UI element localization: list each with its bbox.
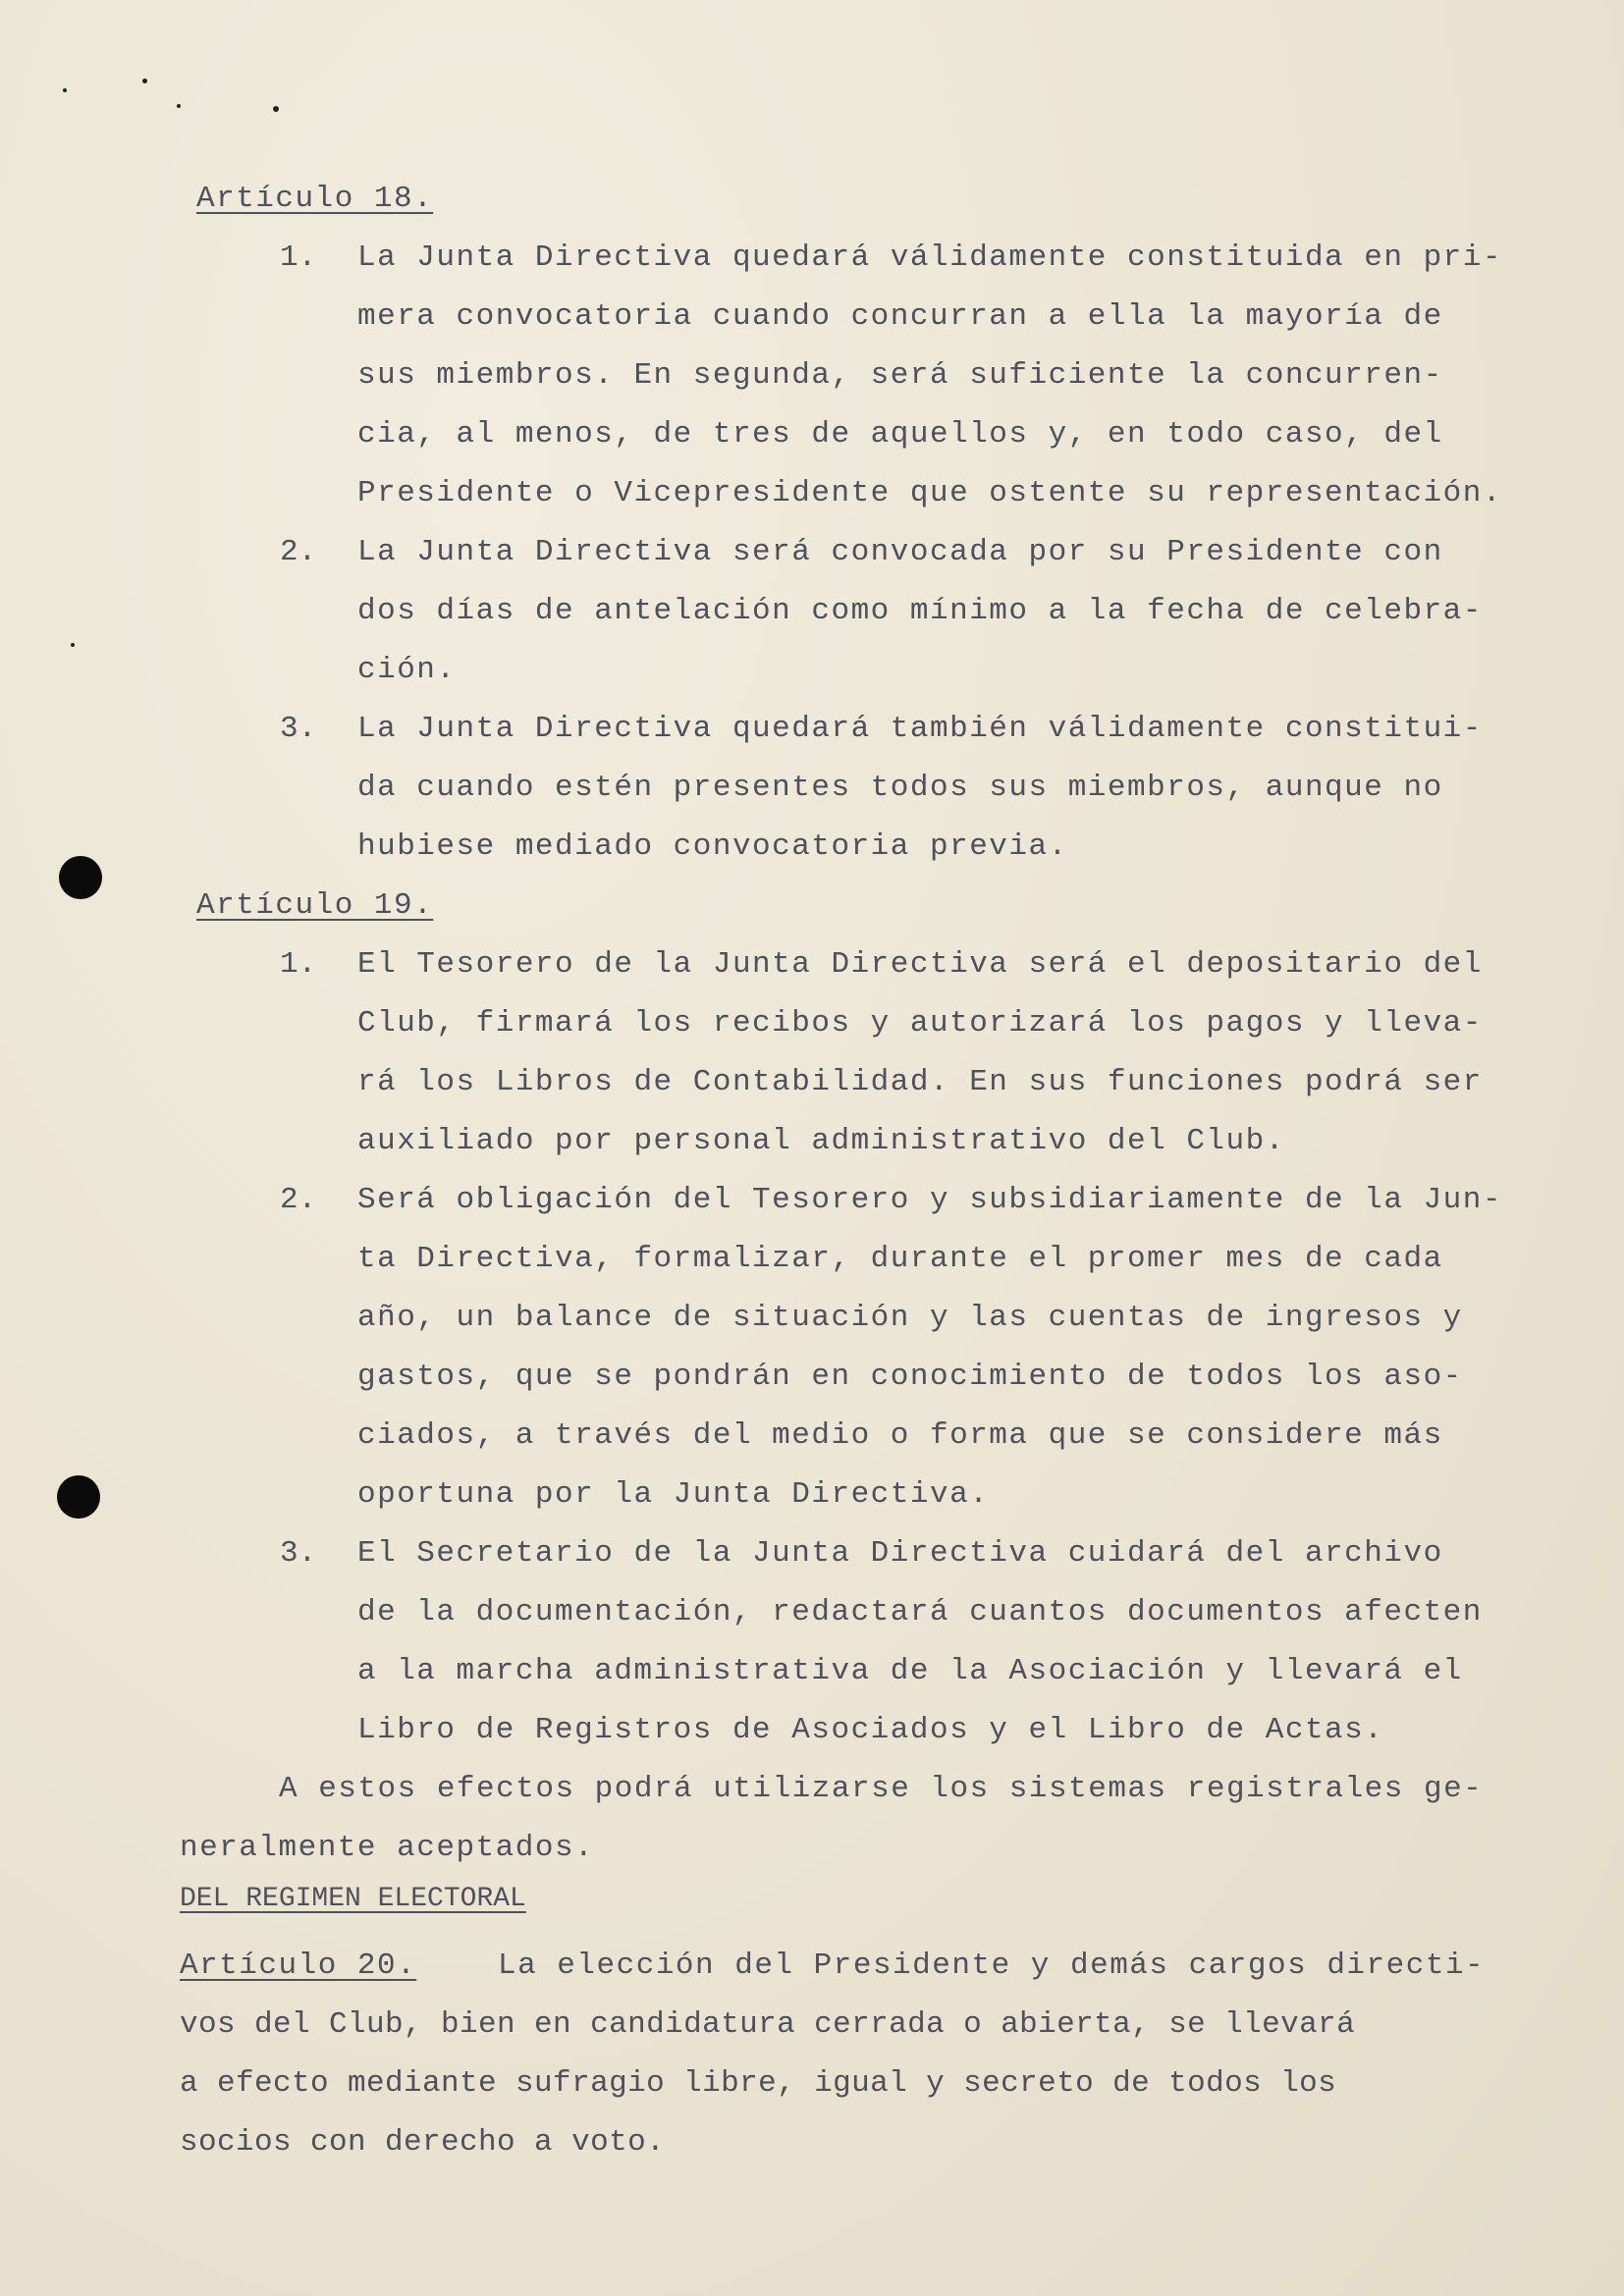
article-20-line: a efecto mediante sufragio libre, igual y secreto de todos los xyxy=(180,2066,1337,2101)
article-20-line: socios con derecho a voto. xyxy=(180,2125,666,2160)
article-20-heading: Artículo 20. xyxy=(180,1949,417,1983)
item-number: 1. xyxy=(280,240,317,275)
article-19-3-line: El Secretario de la Junta Directiva cuidará del archivo xyxy=(357,1536,1443,1571)
article-18-2-line: ción. xyxy=(357,653,457,687)
article-18-1-line: Presidente o Vicepresidente que ostente su representación. xyxy=(357,476,1502,510)
article-18-1-line: mera convocatoria cuando concurran a ella la mayoría de xyxy=(357,299,1443,334)
ink-speck xyxy=(273,106,279,112)
article-18-3-line: da cuando estén presentes todos sus miembros, aunque no xyxy=(357,771,1443,805)
article-18-2-line: La Junta Directiva será convocada por su Presidente con xyxy=(357,535,1443,569)
article-18-3-line: hubiese mediado convocatoria previa. xyxy=(357,829,1068,864)
article-19-closing-line: A estos efectos podrá utilizarse los sistemas registrales ge- xyxy=(279,1772,1484,1806)
punch-hole-bottom xyxy=(57,1475,100,1519)
article-19-2-line: ciados, a través del medio o forma que se considere más xyxy=(357,1418,1443,1453)
article-19-2-line: gastos, que se pondrán en conocimiento de todos los aso- xyxy=(357,1360,1463,1394)
article-18-2-line: dos días de antelación como mínimo a la fecha de celebra- xyxy=(357,594,1483,628)
article-19-1-line: rá los Libros de Contabilidad. En sus funciones podrá ser xyxy=(357,1065,1483,1099)
article-19-3-line: de la documentación, redactará cuantos documentos afecten xyxy=(357,1595,1483,1629)
punch-hole-top xyxy=(59,856,102,899)
article-19-2-line: oportuna por la Junta Directiva. xyxy=(357,1477,990,1512)
ink-speck xyxy=(71,643,75,647)
article-20-line: vos del Club, bien en candidatura cerrada o abierta, se llevará xyxy=(180,2007,1356,2042)
article-18-heading: Artículo 18. xyxy=(196,182,434,216)
section-heading-electoral: DEL REGIMEN ELECTORAL xyxy=(180,1884,526,1914)
article-18-1-line: sus miembros. En segunda, será suficiente la concurren- xyxy=(357,358,1443,393)
item-number: 2. xyxy=(280,535,317,569)
article-19-heading: Artículo 19. xyxy=(196,888,434,923)
article-19-1-line: El Tesorero de la Junta Directiva será el depositario del xyxy=(357,947,1483,982)
article-19-closing-line: neralmente aceptados. xyxy=(180,1831,595,1865)
article-19-1-line: Club, firmará los recibos y autorizará los pagos y lleva- xyxy=(357,1006,1483,1041)
item-number: 2. xyxy=(280,1183,317,1217)
article-19-2-line: año, un balance de situación y las cuentas de ingresos y xyxy=(357,1301,1463,1335)
article-18-3-line: La Junta Directiva quedará también válidamente constitui- xyxy=(357,712,1483,746)
ink-speck xyxy=(142,79,147,83)
article-19-2-line: ta Directiva, formalizar, durante el promer mes de cada xyxy=(357,1242,1443,1276)
article-19-2-line: Será obligación del Tesorero y subsidiariamente de la Jun- xyxy=(357,1183,1502,1217)
article-19-3-line: Libro de Registros de Asociados y el Libro de Actas. xyxy=(357,1713,1384,1747)
item-number: 3. xyxy=(280,712,317,746)
item-number: 1. xyxy=(280,947,317,982)
item-number: 3. xyxy=(280,1536,317,1571)
article-20-line: La elección del Presidente y demás cargos directi- xyxy=(498,1949,1486,1983)
article-19-3-line: a la marcha administrativa de la Asociación y llevará el xyxy=(357,1654,1463,1688)
article-18-1-line: cia, al menos, de tres de aquellos y, en todo caso, del xyxy=(357,417,1443,452)
ink-speck xyxy=(177,104,181,108)
article-19-1-line: auxiliado por personal administrativo del Club. xyxy=(357,1124,1285,1158)
ink-speck xyxy=(63,88,67,92)
article-18-1-line: La Junta Directiva quedará válidamente constituida en pri- xyxy=(357,240,1502,275)
